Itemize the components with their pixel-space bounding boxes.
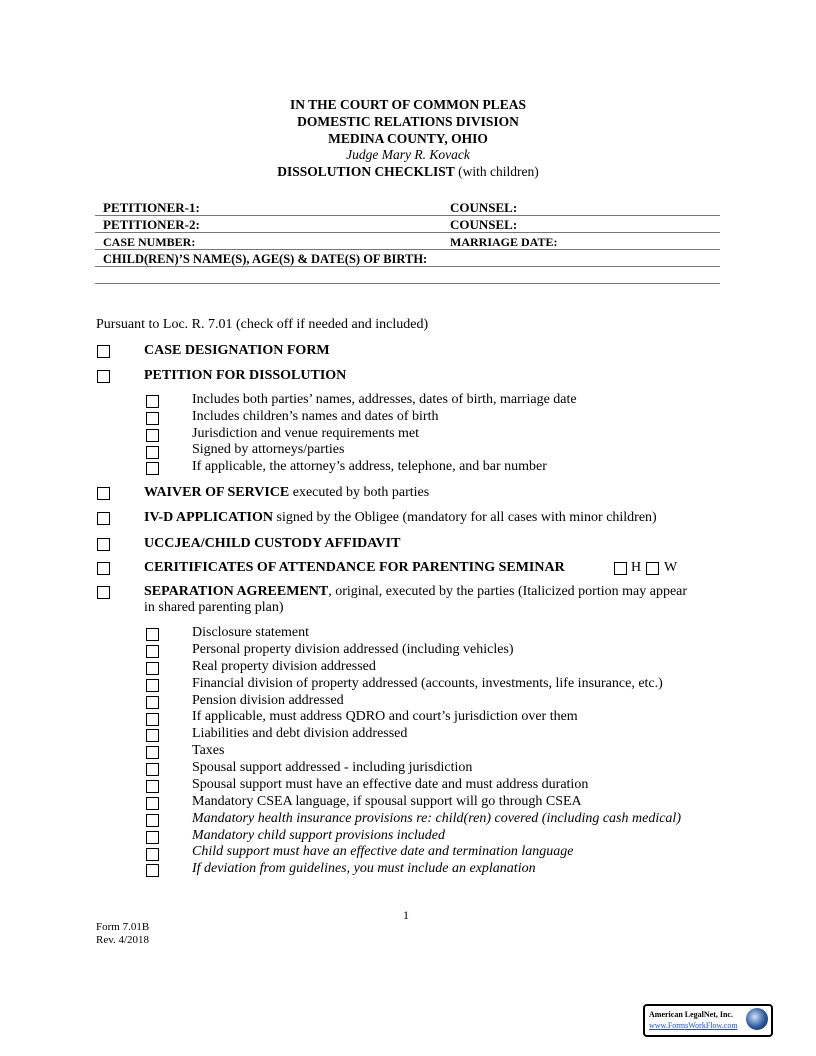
checkbox-petition-sub[interactable] xyxy=(146,462,159,475)
checkbox-separation-sub[interactable] xyxy=(146,848,159,861)
separation-sub-item: Pension division addressed xyxy=(192,693,344,708)
checkbox-case-designation[interactable] xyxy=(97,345,110,358)
checkbox-separation-sub[interactable] xyxy=(146,831,159,844)
item-petition-label: PETITION FOR DISSOLUTION xyxy=(144,368,347,383)
separation-sub-item: Financial division of property addressed (accounts, investments, life insurance, etc.) xyxy=(192,676,663,691)
checkbox-separation-sub[interactable] xyxy=(146,696,159,709)
checkbox-waiver[interactable] xyxy=(97,487,110,500)
item-waiver-rest: executed by both parties xyxy=(292,485,430,500)
item-separation xyxy=(144,584,687,600)
title-text: DISSOLUTION CHECKLIST xyxy=(277,164,455,179)
petition-sub-item: Jurisdiction and venue requirements met xyxy=(192,426,420,441)
separation-sub-item: Spousal support must have an effective date and must address duration xyxy=(192,777,589,792)
revision-date: Rev. 4/2018 xyxy=(96,934,150,946)
judge-name: Judge Mary R. Kovack xyxy=(346,147,470,162)
item-waiver xyxy=(144,485,429,501)
petitioner-1-label: PETITIONER-1: xyxy=(103,200,200,215)
separation-sub-item: If deviation from guidelines, you must include an explanation xyxy=(192,861,536,876)
checkbox-petition-sub[interactable] xyxy=(146,429,159,442)
separation-sub-item: Real property division addressed xyxy=(192,659,376,674)
separation-sub-item: Personal property division addressed (including vehicles) xyxy=(192,642,514,657)
cert-h-label: H xyxy=(631,560,642,575)
petition-sub-item: Includes children’s names and dates of birth xyxy=(192,409,439,424)
counsel-1-label: COUNSEL: xyxy=(450,200,518,215)
division-name: DOMESTIC RELATIONS DIVISION xyxy=(297,114,519,129)
checkbox-separation-sub[interactable] xyxy=(146,780,159,793)
checkbox-separation-sub[interactable] xyxy=(146,645,159,658)
item-waiver-bold: WAIVER OF SERVICE xyxy=(144,485,290,500)
logo-url[interactable]: www.FormsWorkFlow.com xyxy=(649,1021,738,1030)
checkbox-separation[interactable] xyxy=(97,586,110,599)
petitioner-2-label: PETITIONER-2: xyxy=(103,217,200,232)
checkbox-separation-sub[interactable] xyxy=(146,814,159,827)
checkbox-ivd[interactable] xyxy=(97,512,110,525)
county-name: MEDINA COUNTY, OHIO xyxy=(328,131,488,146)
logo-company: American LegalNet, Inc. xyxy=(649,1010,733,1019)
checkbox-separation-sub[interactable] xyxy=(146,628,159,641)
checkbox-separation-sub[interactable] xyxy=(146,864,159,877)
item-certificates xyxy=(144,560,565,576)
separation-sub-item: Mandatory CSEA language, if spousal support will go through CSEA xyxy=(192,794,582,809)
item-uccjea-label: UCCJEA/CHILD CUSTODY AFFIDAVIT xyxy=(144,536,401,551)
petition-sub-item: Signed by attorneys/parties xyxy=(192,442,345,457)
page-title xyxy=(0,164,816,180)
separation-sub-item: Mandatory child support provisions included xyxy=(192,828,446,843)
item-separation-rest: , original, executed by the parties (Italicized portion may appear xyxy=(328,584,688,599)
separation-sub-item: Child support must have an effective date and termination language xyxy=(192,844,574,859)
court-name: IN THE COURT OF COMMON PLEAS xyxy=(290,97,526,112)
checkbox-separation-sub[interactable] xyxy=(146,763,159,776)
checkbox-separation-sub[interactable] xyxy=(146,713,159,726)
checkbox-separation-sub[interactable] xyxy=(146,746,159,759)
item-ivd xyxy=(144,510,657,526)
checkbox-petition-sub[interactable] xyxy=(146,446,159,459)
item-certificates-label: CERITIFICATES OF ATTENDANCE FOR PARENTING SEMINAR xyxy=(144,560,565,575)
checkbox-separation-sub[interactable] xyxy=(146,729,159,742)
separation-sub-item: Taxes xyxy=(192,743,225,758)
counsel-2-label: COUNSEL: xyxy=(450,217,518,232)
checkbox-separation-sub[interactable] xyxy=(146,662,159,675)
separation-sub-item: Disclosure statement xyxy=(192,625,310,640)
item-uccjea xyxy=(144,536,400,552)
divider xyxy=(95,232,720,233)
separation-sub-item: Spousal support addressed - including jurisdiction xyxy=(192,760,473,775)
logo xyxy=(643,1004,773,1037)
separation-sub-item: Liabilities and debt division addressed xyxy=(192,726,408,741)
page-number: 1 xyxy=(403,908,409,922)
item-separation-bold: SEPARATION AGREEMENT xyxy=(144,584,329,599)
divider xyxy=(95,266,720,267)
case-number-label: CASE NUMBER: xyxy=(103,235,196,249)
checkbox-cert-h[interactable] xyxy=(614,562,627,575)
checkbox-uccjea[interactable] xyxy=(97,538,110,551)
marriage-date-label: MARRIAGE DATE: xyxy=(450,235,558,249)
checkbox-petition-sub[interactable] xyxy=(146,395,159,408)
cert-w-label: W xyxy=(664,560,678,575)
separation-sub-item: If applicable, must address QDRO and court’s jurisdiction over them xyxy=(192,709,578,724)
item-petition xyxy=(144,368,346,384)
form-number: Form 7.01B xyxy=(96,921,150,933)
intro-text: Pursuant to Loc. R. 7.01 (check off if needed and included) xyxy=(96,317,429,332)
divider xyxy=(95,249,720,250)
checkbox-cert-w[interactable] xyxy=(646,562,659,575)
checkbox-separation-sub[interactable] xyxy=(146,797,159,810)
title-suffix: (with children) xyxy=(458,164,539,179)
divider xyxy=(95,283,720,284)
item-separation-line2: in shared parenting plan) xyxy=(144,600,284,615)
item-case-designation-label: CASE DESIGNATION FORM xyxy=(144,343,330,358)
logo-seal-icon xyxy=(746,1008,768,1030)
checkbox-separation-sub[interactable] xyxy=(146,679,159,692)
item-ivd-rest: signed by the Obligee (mandatory for all cases with minor children) xyxy=(276,510,657,525)
checkbox-petition[interactable] xyxy=(97,370,110,383)
petition-sub-item: If applicable, the attorney’s address, telephone, and bar number xyxy=(192,459,547,474)
divider xyxy=(95,215,720,216)
item-case-designation xyxy=(144,343,330,359)
checkbox-petition-sub[interactable] xyxy=(146,412,159,425)
children-label: CHILD(REN)’S NAME(S), AGE(S) & DATE(S) OF BIRTH: xyxy=(103,252,428,266)
item-ivd-bold: IV-D APPLICATION xyxy=(144,510,273,525)
petition-sub-item: Includes both parties’ names, addresses, dates of birth, marriage date xyxy=(192,392,577,407)
separation-sub-item: Mandatory health insurance provisions re: child(ren) covered (including cash medical) xyxy=(192,811,681,826)
checkbox-certificates[interactable] xyxy=(97,562,110,575)
